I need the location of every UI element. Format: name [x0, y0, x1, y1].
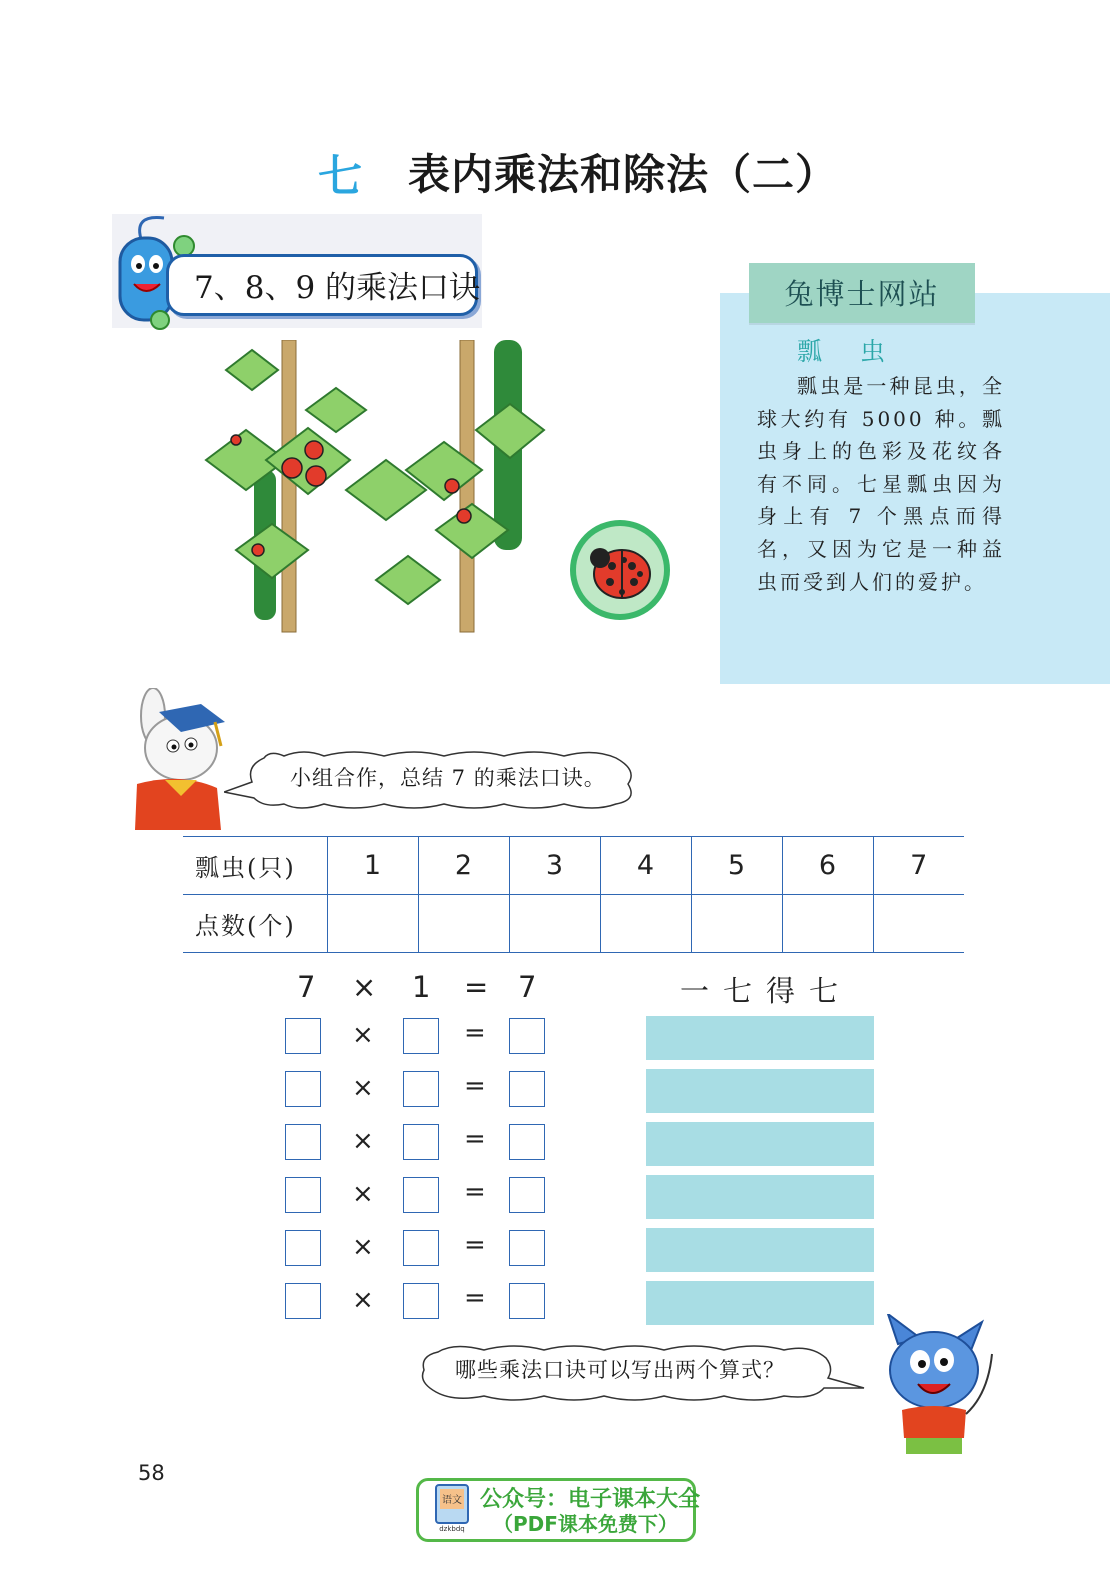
speech-bubble-bottom-text: 哪些乘法口诀可以写出两个算式？	[455, 1358, 785, 1382]
section-title: 7、8、9 的乘法口诀	[194, 270, 481, 306]
blank-rhyme-box[interactable]	[646, 1175, 874, 1219]
equals-sign: =	[464, 1283, 486, 1313]
blank-rhyme-box[interactable]	[646, 1228, 874, 1272]
blank-rhyme-box[interactable]	[646, 1069, 874, 1113]
given-factor-b: 1	[412, 970, 431, 1004]
info-panel-tab-label: 兔博士网站	[784, 277, 940, 311]
blank-factor-b[interactable]	[403, 1124, 439, 1160]
given-result: 7	[518, 970, 537, 1004]
times-sign: ×	[352, 1020, 374, 1050]
blank-rhyme-box[interactable]	[646, 1016, 874, 1060]
blank-result[interactable]	[509, 1283, 545, 1319]
equals-sign: =	[464, 1124, 486, 1154]
equals-sign: =	[464, 1177, 486, 1207]
table-cell: 6	[782, 837, 873, 895]
blank-factor-a[interactable]	[285, 1230, 321, 1266]
blank-result[interactable]	[509, 1230, 545, 1266]
table-cell-blank[interactable]	[418, 895, 509, 953]
blue-cat-mascot-icon	[858, 1314, 998, 1464]
equals-sign: =	[464, 1071, 486, 1101]
table-row	[183, 895, 964, 953]
table-cell-blank[interactable]	[782, 895, 873, 953]
blank-factor-a[interactable]	[285, 1177, 321, 1213]
table-cell: 7	[873, 837, 964, 895]
times-sign: ×	[352, 1126, 374, 1156]
chapter-number: 七	[318, 151, 362, 202]
ladybug-icon	[568, 518, 672, 622]
given-rhyme: 一七得七	[680, 974, 853, 1008]
table-cell: 2	[418, 837, 509, 895]
blank-factor-b[interactable]	[403, 1018, 439, 1054]
equals-sign: =	[464, 1230, 486, 1260]
table-row-label: 点数(个)	[183, 895, 327, 953]
chapter-title: 表内乘法和除法（二）	[408, 150, 839, 199]
page-number: 58	[138, 1461, 165, 1485]
table-cell-blank[interactable]	[873, 895, 964, 953]
blank-factor-b[interactable]	[403, 1283, 439, 1319]
blank-result[interactable]	[509, 1018, 545, 1054]
given-equals-sign: =	[464, 970, 489, 1004]
times-sign: ×	[352, 1179, 374, 1209]
blank-factor-b[interactable]	[403, 1177, 439, 1213]
table-row	[183, 837, 964, 895]
given-times-sign: ×	[352, 970, 377, 1004]
blank-factor-b[interactable]	[403, 1230, 439, 1266]
table-cell-blank[interactable]	[509, 895, 600, 953]
times-sign: ×	[352, 1232, 374, 1262]
table-cell-blank[interactable]	[691, 895, 782, 953]
speech-bubble-top-text: 小组合作，总结 7 的乘法口诀。	[290, 766, 606, 790]
given-factor-a: 7	[297, 970, 316, 1004]
blank-result[interactable]	[509, 1177, 545, 1213]
table-cell: 3	[509, 837, 600, 895]
rabbit-doctor-mascot-icon	[125, 688, 235, 834]
table-cell-blank[interactable]	[327, 895, 418, 953]
blank-factor-b[interactable]	[403, 1071, 439, 1107]
blank-rhyme-box[interactable]	[646, 1122, 874, 1166]
info-panel-body: 瓢虫是一种昆虫，全球大约有 5000 种。瓢虫身上的色彩及花纹各有不同。七星瓢虫因为身上有 7 个黑点而得名，又因为它是一种益虫而受到人们的爱护。	[757, 374, 1005, 594]
table-row-label: 瓢虫(只)	[183, 837, 327, 895]
textbook-icon-small-text: dzkbdq	[439, 1525, 465, 1533]
times-sign: ×	[352, 1073, 374, 1103]
blank-result[interactable]	[509, 1071, 545, 1107]
blank-factor-a[interactable]	[285, 1124, 321, 1160]
footer-badge-line1: 公众号：电子课本大全	[480, 1487, 701, 1512]
table-cell-blank[interactable]	[600, 895, 691, 953]
blank-result[interactable]	[509, 1124, 545, 1160]
textbook-icon-caption: 语文	[442, 1495, 462, 1506]
blank-factor-a[interactable]	[285, 1018, 321, 1054]
equals-sign: =	[464, 1018, 486, 1048]
table-cell: 4	[600, 837, 691, 895]
info-panel-subtitle: 瓢虫	[796, 337, 923, 366]
table-cell: 5	[691, 837, 782, 895]
blank-factor-a[interactable]	[285, 1071, 321, 1107]
blank-rhyme-box[interactable]	[646, 1281, 874, 1325]
textbook-icon	[430, 1483, 474, 1533]
cucumber-vine-ladybugs-illustration	[196, 340, 556, 636]
times-sign: ×	[352, 1285, 374, 1315]
ladybug-dots-table	[183, 836, 964, 953]
table-cell: 1	[327, 837, 418, 895]
footer-badge-line2: （PDF课本免费下）	[493, 1512, 678, 1536]
blank-factor-a[interactable]	[285, 1283, 321, 1319]
